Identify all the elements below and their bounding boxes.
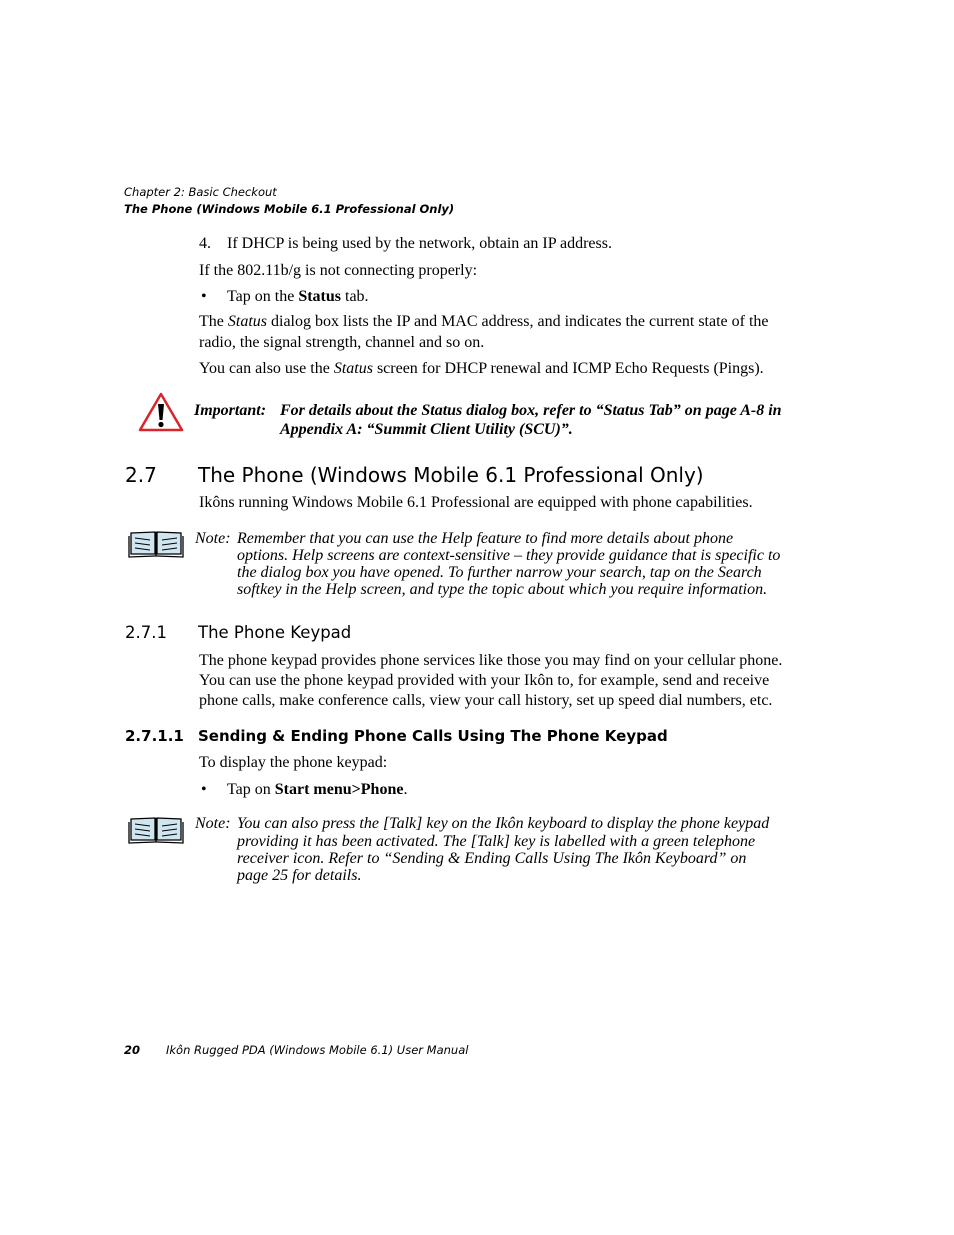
note-label: Note: xyxy=(195,815,231,832)
section-title: The Phone (Windows Mobile 6.1 Professional Only) xyxy=(198,463,704,487)
note1-line4: softkey in the Help screen, and type the topic about which you require information. xyxy=(237,581,768,598)
bullet: • xyxy=(201,781,207,798)
step-text: If DHCP is being used by the network, obtain an IP address. xyxy=(227,235,612,252)
note1-line2: options. Help screens are context-sensitive – they provide guidance that is specific to xyxy=(237,547,781,564)
subsection-line2: You can use the phone keypad provided with your Ikôn to, for example, send and receive xyxy=(199,672,770,689)
subsection-line3: phone calls, make conference calls, view your call history, set up speed dial numbers, etc. xyxy=(199,692,773,709)
running-header-chapter: Chapter 2: Basic Checkout xyxy=(124,185,277,199)
note2-line2: providing it has been activated. The [Talk] key is labelled with a green telephone xyxy=(237,833,756,850)
book-note-icon xyxy=(128,528,184,558)
note-label: Note: xyxy=(195,530,231,547)
paragraph-also: You can also use the Status screen for DHCP renewal and ICMP Echo Requests (Pings). xyxy=(199,360,764,377)
subsection-title: The Phone Keypad xyxy=(198,623,352,642)
important-line1: For details about the Status dialog box, refer to “Status Tab” on page A-8 in xyxy=(280,402,782,419)
page-number: 20 xyxy=(124,1043,141,1057)
section-intro: Ikôns running Windows Mobile 6.1 Professional are equipped with phone capabilities. xyxy=(199,494,753,511)
subsubsection-number: 2.7.1.1 xyxy=(125,727,184,745)
note2-line3: receiver icon. Refer to “Sending & Ending Calls Using The Ikôn Keyboard” on xyxy=(237,850,747,867)
footer-title: Ikôn Rugged PDA (Windows Mobile 6.1) User Manual xyxy=(166,1043,469,1057)
note2-line1: You can also press the [Talk] key on the Ikôn keyboard to display the phone keypad xyxy=(237,815,770,832)
section-number: 2.7 xyxy=(125,463,157,487)
warning-icon xyxy=(138,392,184,432)
subsection-line1: The phone keypad provides phone services like those you may find on your cellular phone. xyxy=(199,652,783,669)
paragraph-status-line1: The Status dialog box lists the IP and MAC address, and indicates the current state of the xyxy=(199,313,769,330)
bullet: • xyxy=(201,288,207,305)
running-header-section: The Phone (Windows Mobile 6.1 Professional Only) xyxy=(124,202,455,216)
step-number: 4. xyxy=(199,235,211,252)
subsection-number: 2.7.1 xyxy=(125,623,167,642)
book-note-icon xyxy=(128,814,184,844)
note2-line4: page 25 for details. xyxy=(237,867,362,884)
bullet-phone-text: Tap on Start menu>Phone. xyxy=(227,781,408,798)
paragraph-not-connecting: If the 802.11b/g is not connecting properly: xyxy=(199,262,478,279)
note1-line3: the dialog box you have opened. To further narrow your search, tap on the Search xyxy=(237,564,762,581)
paragraph-status-line2: radio, the signal strength, channel and so on. xyxy=(199,334,485,351)
important-line2: Appendix A: “Summit Client Utility (SCU)”. xyxy=(280,421,573,438)
bullet-status-text: Tap on the Status tab. xyxy=(227,288,369,305)
subsubsection-text: To display the phone keypad: xyxy=(199,754,388,771)
important-label: Important: xyxy=(194,402,267,419)
note1-line1: Remember that you can use the Help feature to find more details about phone xyxy=(237,530,734,547)
subsubsection-title: Sending & Ending Phone Calls Using The Phone Keypad xyxy=(198,727,668,745)
